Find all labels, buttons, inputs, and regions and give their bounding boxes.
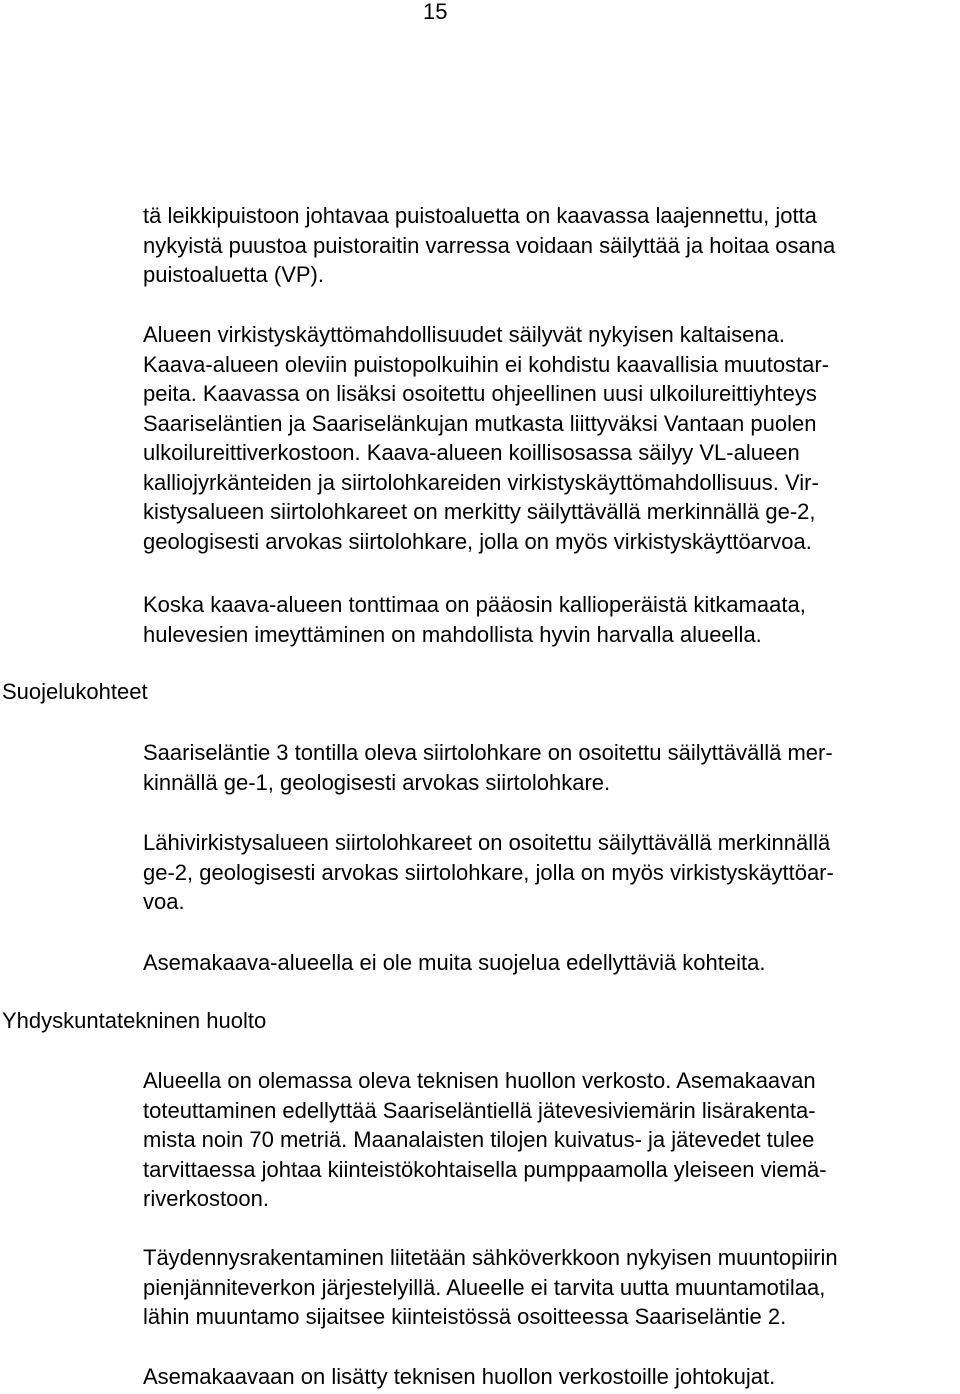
text-line: Asemakaava-alueella ei ole muita suojelua edellyttäviä kohteita. — [143, 950, 766, 975]
text-line: hulevesien imeyttäminen on mahdollista hyvin harvalla alueella. — [143, 621, 762, 647]
page-number: 15 — [423, 0, 448, 24]
text-line: Saariseläntien ja Saariselänkujan mutkasta liittyväksi Vantaan puolen — [143, 410, 817, 436]
text-line: puistoaluetta (VP). — [143, 262, 324, 287]
text-line: Lähivirkistysalueen siirtolohkareet on osoitettu säilyttävällä merkinnällä — [143, 830, 831, 855]
paragraph-text — [143, 828, 960, 917]
text-line: Koska kaava-alueen tonttimaa on pääosin kallioperäistä kitkamaata, — [143, 592, 806, 617]
text-line: toteuttaminen edellyttää Saariseläntiellä jätevesiviemärin lisärakenta- — [143, 1097, 816, 1123]
text-line: Asemakaavaan on lisätty teknisen huollon verkostoille johtokujat. — [143, 1364, 776, 1389]
paragraph-ge2 — [143, 828, 960, 917]
paragraph-verkosto — [143, 1066, 960, 1214]
paragraph-text — [143, 590, 960, 649]
paragraph-text — [143, 1066, 960, 1214]
text-line: tä leikkipuistoon johtavaa puistoaluetta on kaavassa laajennettu, jotta — [143, 203, 817, 228]
text-line: geologisesti arvokas siirtolohkare, jolla on myös virkistyskäyttöarvoa. — [143, 528, 812, 554]
text-line: kistysalueen siirtolohkareet on merkitty säilyttävällä merkinnällä ge-2, — [143, 499, 816, 524]
text-line: nykyistä puustoa puistoraitin varressa voidaan säilyttää ja hoitaa osana — [143, 232, 836, 258]
paragraph-text — [143, 738, 960, 797]
text-line: ulkoilureittiverkostoon. Kaava-alueen koillisosassa säilyy VL-alueen — [143, 440, 800, 465]
text-line: tarvittaessa johtaa kiinteistökohtaisella pumppaamolla yleiseen viemä- — [143, 1156, 827, 1182]
paragraph-johtokujat — [143, 1362, 960, 1392]
paragraph-text — [143, 320, 960, 556]
text-line: riverkostoon. — [143, 1186, 269, 1211]
text-line: Kaava-alueen oleviin puistopolkuihin ei kohdistu kaavallisia muutostar- — [143, 351, 830, 377]
heading-suojelukohteet: Suojelukohteet — [2, 679, 148, 704]
paragraph-ei-muita — [143, 948, 960, 978]
text-line: lähin muuntamo sijaitsee kiinteistössä osoitteessa Saariseläntie 2. — [143, 1304, 787, 1329]
text-line: peita. Kaavassa on lisäksi osoitettu ohjeellinen uusi ulkoilureittiyhteys — [143, 381, 817, 406]
text-line: Täydennysrakentaminen liitetään sähköverkkoon nykyisen muuntopiirin — [143, 1245, 838, 1270]
paragraph-sahkoverkko — [143, 1243, 960, 1332]
text-line: Alueen virkistyskäyttömahdollisuudet säilyvät nykyisen kaltaisena. — [143, 322, 785, 347]
text-line: kinnällä ge-1, geologisesti arvokas siirtolohkare. — [143, 769, 611, 795]
text-line: kalliojyrkänteiden ja siirtolohkareiden virkistyskäyttömahdollisuus. Vir- — [143, 469, 819, 495]
text-line: pienjänniteverkon järjestelyillä. Alueelle ei tarvita uutta muuntamotilaa, — [143, 1274, 826, 1300]
paragraph-ge1 — [143, 738, 960, 797]
paragraph-text — [143, 1362, 960, 1392]
paragraph-virkistys — [143, 320, 960, 556]
text-line: Alueella on olemassa oleva teknisen huollon verkosto. Asemakaavan — [143, 1068, 816, 1093]
text-line: voa. — [143, 889, 185, 914]
paragraph-text — [143, 201, 960, 290]
text-line: Saariseläntie 3 tontilla oleva siirtolohkare on osoitettu säilyttävällä mer- — [143, 740, 833, 765]
paragraph-puistoalue — [143, 201, 960, 290]
text-line: mista noin 70 metriä. Maanalaisten tilojen kuivatus- ja jätevedet tulee — [143, 1127, 815, 1152]
paragraph-hulevedet — [143, 590, 960, 649]
text-line: ge-2, geologisesti arvokas siirtolohkare, jolla on myös virkistyskäyttöar- — [143, 859, 834, 885]
paragraph-text — [143, 1243, 960, 1332]
heading-yhdyskuntatekninen-huolto: Yhdyskuntatekninen huolto — [2, 1008, 267, 1033]
paragraph-text — [143, 948, 960, 978]
